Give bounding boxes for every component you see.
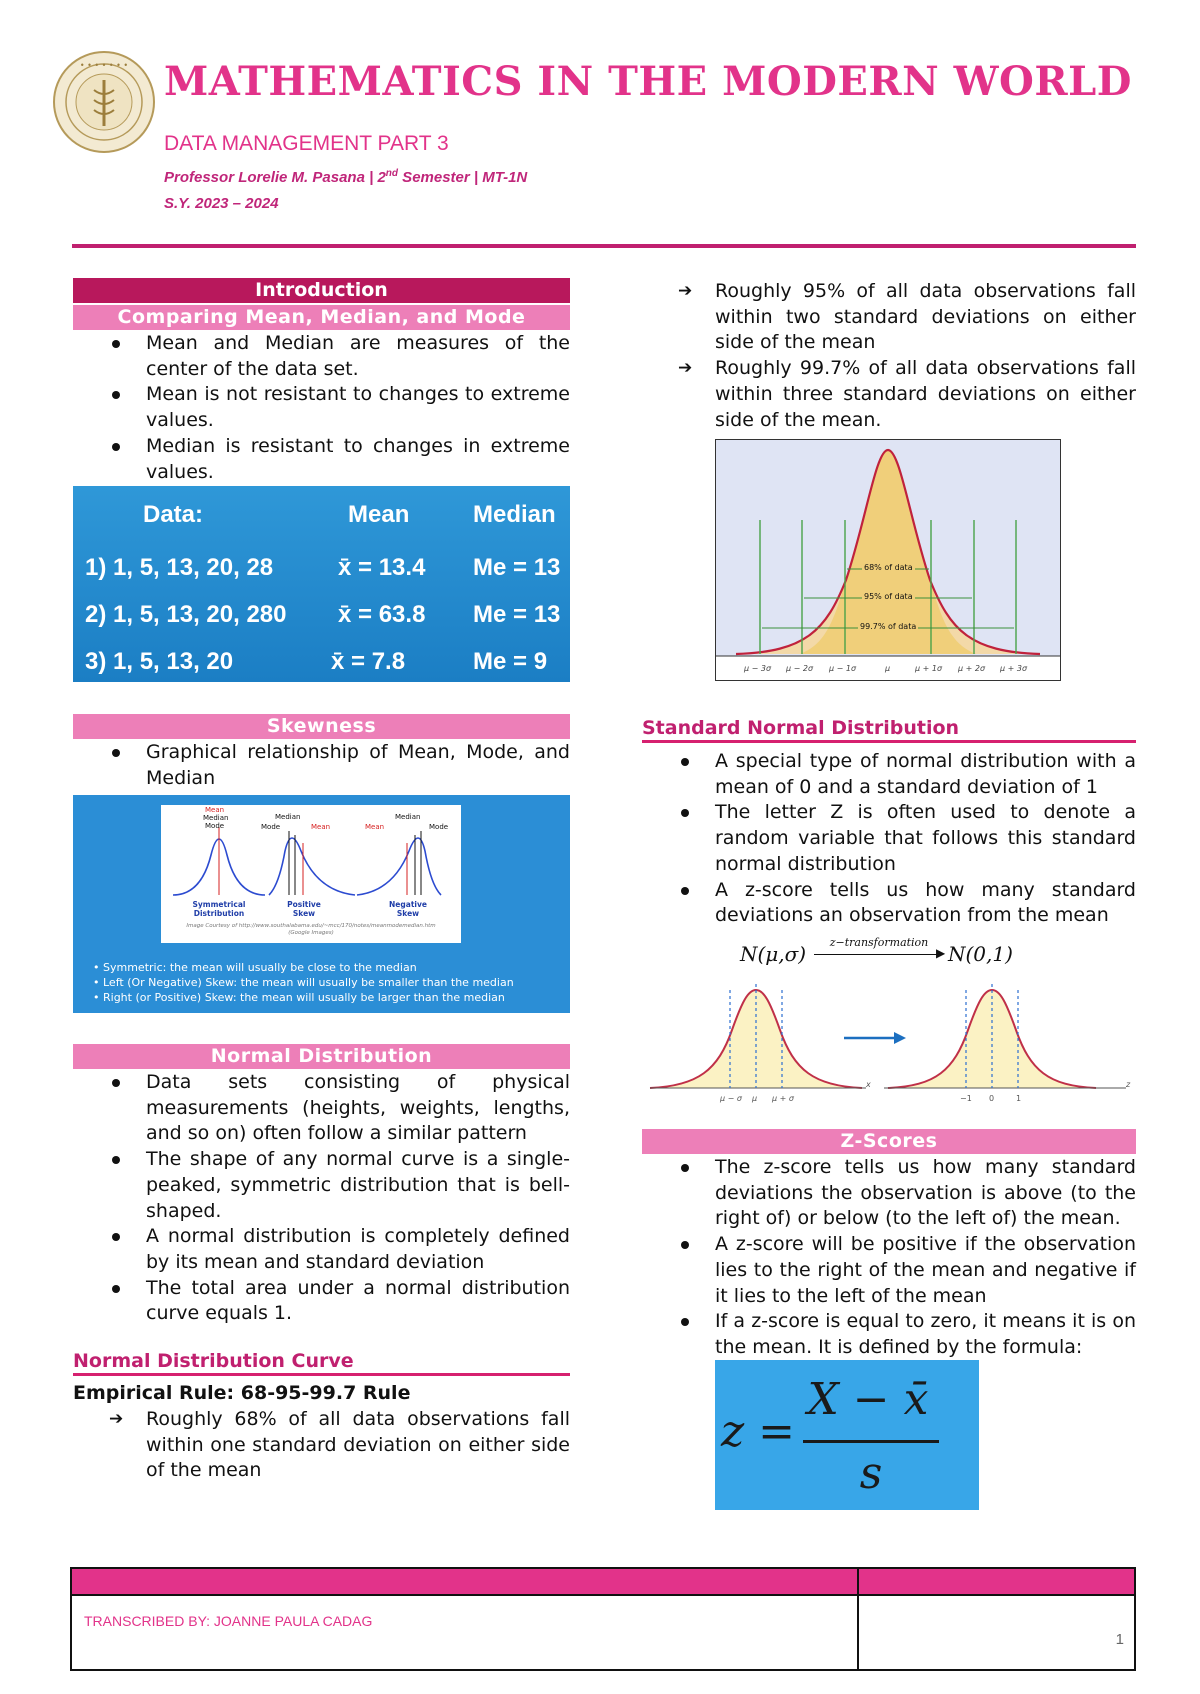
tick-label: 1 [1016, 1094, 1022, 1103]
table-cell: Me = 9 [473, 648, 548, 675]
list-item: The z-score tells us how many standard deviations the observation is above (to the right of) or below (to the left of) the mean. [642, 1155, 1136, 1232]
tick-label: μ − 1σ [829, 664, 857, 673]
tick-label: μ + 2σ [958, 664, 986, 673]
list-item: ➔ Roughly 68% of all data observations fall within one standard deviation on either side of the mean [73, 1407, 570, 1484]
empirical-rule-label: Empirical Rule: 68-95-99.7 Rule [73, 1382, 411, 1404]
transform-right: N(0,1) [948, 942, 1013, 966]
empirical-list-left [73, 1407, 570, 1484]
skewness-bullet-list [73, 740, 570, 791]
z-transformation-figure [648, 934, 1138, 1116]
footer-header-band [72, 1569, 1134, 1596]
tick-label: μ − 2σ [786, 664, 814, 673]
skew-curves-panel [161, 805, 461, 943]
empirical-rule-figure [715, 439, 1061, 681]
table-cell: x̄ = 7.8 [331, 648, 406, 675]
pct-label: 68% of data [864, 563, 913, 572]
tick-label: −1 [960, 1094, 972, 1103]
introduction-heading: Introduction [73, 278, 570, 303]
tick-label: μ + 1σ [915, 664, 943, 673]
list-item: A normal distribution is completely defined by its mean and standard deviation [73, 1224, 570, 1275]
standard-normal-heading: Standard Normal Distribution [642, 717, 1136, 743]
list-item: ➔ Roughly 95% of all data observations fall within two standard deviations on either side of the mean [642, 279, 1136, 356]
standard-normal-bullet-list [642, 749, 1136, 929]
professor-line: Professor Lorelie M. Pasana | 2nd Semester | MT-1N [164, 168, 528, 186]
table-cell: 2) 1, 5, 13, 20, 280 [85, 601, 287, 628]
tick-label: μ + 3σ [1000, 664, 1028, 673]
bell-curve-graphic [716, 440, 1060, 680]
list-item: The shape of any normal curve is a single-peaked, symmetric distribution that is bell-shaped. [73, 1147, 570, 1224]
skew-label: Mean [311, 823, 331, 831]
skew-caption: Positive Skew [287, 900, 321, 918]
skew-label: Median [275, 813, 301, 821]
list-item: A special type of normal distribution with a mean of 0 and a standard deviation of 1 [642, 749, 1136, 800]
tick-label: μ − 3σ [744, 664, 772, 673]
svg-text:• • • • • • •: • • • • • • • [79, 61, 129, 70]
list-item: • Right (or Positive) Skew: the mean will usually be larger than the median [93, 991, 505, 1004]
list-item: A z-score tells us how many standard deviations an observation from the mean [642, 878, 1136, 929]
comparing-bullet-list [73, 331, 570, 485]
skew-caption: Negative Skew [389, 900, 427, 918]
list-item: • Left (Or Negative) Skew: the mean will usually be smaller than the median [93, 976, 514, 989]
formula-lhs: z = [721, 1406, 796, 1457]
skew-label: Median [395, 813, 421, 821]
z-score-formula-image [715, 1360, 979, 1510]
formula-numerator: X − x̄ [807, 1374, 929, 1425]
list-item: The total area under a normal distribution curve equals 1. [73, 1276, 570, 1327]
list-item: If a z-score is equal to zero, it means it is on the mean. It is defined by the formula: [642, 1309, 1136, 1360]
formula-denominator: s [859, 1448, 883, 1499]
list-item: Mean is not resistant to changes to extreme values. [73, 382, 570, 433]
school-year: S.Y. 2023 – 2024 [164, 195, 279, 212]
normal-curve-heading: Normal Distribution Curve [73, 1350, 570, 1376]
mean-median-table-image [73, 486, 570, 682]
skewness-figure [73, 795, 570, 1013]
table-cell: Me = 13 [473, 554, 561, 581]
tick-label: μ + σ [772, 1094, 794, 1103]
transform-arrow-icon [814, 954, 942, 955]
table-header-data: Data: [143, 501, 204, 528]
table-header-mean: Mean [348, 501, 410, 528]
table-cell: Me = 13 [473, 601, 561, 628]
axis-label: z [1126, 1080, 1131, 1089]
tick-label: μ − σ [720, 1094, 742, 1103]
skewness-heading: Skewness [73, 714, 570, 739]
comparing-heading: Comparing Mean, Median, and Mode [73, 305, 570, 330]
list-item: Median is resistant to changes in extreme values. [73, 434, 570, 485]
skew-notes-list [93, 960, 514, 1005]
normal-bullet-list [73, 1070, 570, 1327]
skew-label: Median [203, 814, 229, 822]
table-cell: x̄ = 63.8 [338, 601, 426, 628]
list-item: Data sets consisting of physical measurements (heights, weights, lengths, and so on) often follow a similar pattern [73, 1070, 570, 1147]
tick-label: μ [752, 1094, 758, 1103]
empirical-list-right [642, 279, 1136, 433]
transform-arrow-label: z−transformation [829, 936, 929, 949]
skew-label: Mode [429, 823, 449, 831]
pct-label: 99.7% of data [860, 622, 917, 631]
z-scores-bullet-list [642, 1155, 1136, 1361]
table-cell: 3) 1, 5, 13, 20 [85, 648, 234, 675]
skew-label: Mode [261, 823, 281, 831]
z-scores-heading: Z-Scores [642, 1129, 1136, 1154]
list-item: ➔ Roughly 99.7% of all data observations fall within three standard deviations on either side of the mean. [642, 356, 1136, 433]
image-credit: Image Courtesy of http://www.southalabama.edu/~mcc/170/notes/meanmodemedian.htm (Google Images) [186, 923, 436, 936]
fraction-bar [803, 1440, 939, 1443]
page-title: MATHEMATICS IN THE MODERN WORLD [164, 58, 1132, 105]
header-divider [72, 244, 1136, 248]
pct-label: 95% of data [864, 592, 913, 601]
list-item: A z-score will be positive if the observation lies to the right of the mean and negative if it lies to the left of the mean [642, 1232, 1136, 1309]
axis-label: x [866, 1080, 871, 1089]
university-seal-logo [52, 50, 156, 154]
transform-left: N(μ,σ) [740, 942, 807, 966]
table-header-median: Median [473, 501, 556, 528]
skew-label: Mean [205, 806, 225, 814]
tick-label: 0 [989, 1094, 995, 1103]
tick-label: μ [885, 664, 891, 673]
skew-caption: Symmetrical Distribution [192, 900, 246, 918]
list-item: The letter Z is often used to denote a random variable that follows this standard normal distribution [642, 800, 1136, 877]
transcriber-credit: TRANSCRIBED BY: JOANNE PAULA CADAG [84, 1613, 373, 1629]
table-cell: x̄ = 13.4 [338, 554, 426, 581]
list-item: • Symmetric: the mean will usually be close to the median [93, 961, 417, 974]
list-item: Graphical relationship of Mean, Mode, and Median [73, 740, 570, 791]
skew-label: Mode [205, 822, 225, 830]
arrowhead-icon: ▶ [936, 946, 946, 960]
skew-label: Mean [365, 823, 385, 831]
list-item: Mean and Median are measures of the center of the data set. [73, 331, 570, 382]
footer-column-divider [857, 1569, 859, 1669]
table-cell: 1) 1, 5, 13, 20, 28 [85, 554, 274, 581]
transform-curves-graphic [648, 980, 1138, 1100]
normal-distribution-heading: Normal Distribution [73, 1044, 570, 1069]
page-number: 1 [1115, 1631, 1124, 1648]
footer-table [70, 1567, 1136, 1671]
page-subtitle: DATA MANAGEMENT PART 3 [164, 132, 449, 155]
